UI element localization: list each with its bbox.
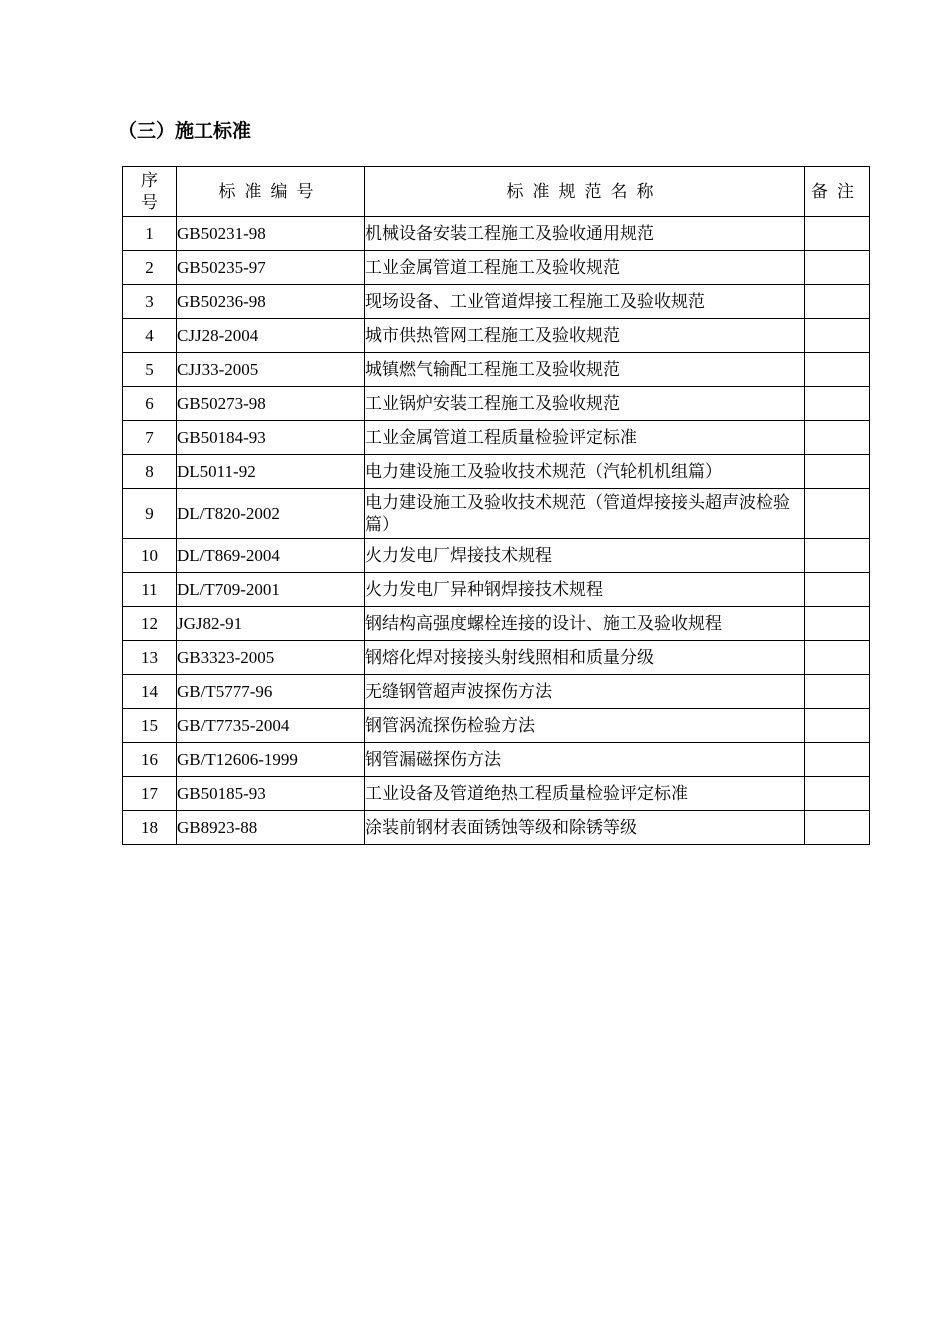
row-seq: 4 — [123, 319, 177, 353]
header-remark: 备注 — [805, 167, 870, 217]
row-seq: 1 — [123, 217, 177, 251]
row-remark — [805, 217, 870, 251]
row-remark — [805, 675, 870, 709]
row-code: JGJ82-91 — [177, 607, 365, 641]
row-remark — [805, 743, 870, 777]
table-row — [123, 743, 870, 777]
row-code: GB50231-98 — [177, 217, 365, 251]
row-remark — [805, 641, 870, 675]
row-seq: 17 — [123, 777, 177, 811]
row-code: GB/T7735-2004 — [177, 709, 365, 743]
table-body — [123, 217, 870, 845]
row-remark — [805, 251, 870, 285]
row-name: 电力建设施工及验收技术规范（管道焊接接头超声波检验篇） — [365, 489, 805, 539]
row-code: DL/T709-2001 — [177, 573, 365, 607]
row-name: 钢管涡流探伤检验方法 — [365, 709, 805, 743]
row-seq: 7 — [123, 421, 177, 455]
row-name: 工业设备及管道绝热工程质量检验评定标准 — [365, 777, 805, 811]
row-name: 钢结构高强度螺栓连接的设计、施工及验收规程 — [365, 607, 805, 641]
row-remark — [805, 285, 870, 319]
row-name: 无缝钢管超声波探伤方法 — [365, 675, 805, 709]
row-seq: 2 — [123, 251, 177, 285]
row-code: GB50184-93 — [177, 421, 365, 455]
table-row — [123, 607, 870, 641]
table-row — [123, 217, 870, 251]
table-row — [123, 675, 870, 709]
row-code: CJJ33-2005 — [177, 353, 365, 387]
row-code: GB8923-88 — [177, 811, 365, 845]
row-name: 工业金属管道工程施工及验收规范 — [365, 251, 805, 285]
table-row — [123, 455, 870, 489]
page-title: （三）施工标准 — [118, 120, 252, 142]
row-code: GB/T5777-96 — [177, 675, 365, 709]
row-seq: 13 — [123, 641, 177, 675]
table-row — [123, 251, 870, 285]
row-name: 火力发电厂焊接技术规程 — [365, 539, 805, 573]
table-row — [123, 811, 870, 845]
row-code: GB50185-93 — [177, 777, 365, 811]
row-remark — [805, 709, 870, 743]
row-seq: 5 — [123, 353, 177, 387]
row-name: 工业锅炉安装工程施工及验收规范 — [365, 387, 805, 421]
row-seq: 3 — [123, 285, 177, 319]
row-name: 机械设备安装工程施工及验收通用规范 — [365, 217, 805, 251]
header-code: 标准编号 — [177, 167, 365, 217]
row-code: GB50236-98 — [177, 285, 365, 319]
row-seq: 6 — [123, 387, 177, 421]
table-row — [123, 641, 870, 675]
row-name: 钢管漏磁探伤方法 — [365, 743, 805, 777]
row-code: GB3323-2005 — [177, 641, 365, 675]
row-remark — [805, 811, 870, 845]
table-row — [123, 539, 870, 573]
row-seq: 8 — [123, 455, 177, 489]
row-name: 电力建设施工及验收技术规范（汽轮机机组篇） — [365, 455, 805, 489]
table-row — [123, 353, 870, 387]
row-seq: 16 — [123, 743, 177, 777]
row-remark — [805, 319, 870, 353]
row-name: 钢熔化焊对接接头射线照相和质量分级 — [365, 641, 805, 675]
row-code: DL/T869-2004 — [177, 539, 365, 573]
row-remark — [805, 489, 870, 539]
header-seq-line1: 序 — [141, 170, 158, 190]
row-seq: 15 — [123, 709, 177, 743]
row-remark — [805, 387, 870, 421]
row-seq: 9 — [123, 489, 177, 539]
row-seq: 11 — [123, 573, 177, 607]
row-code: GB50235-97 — [177, 251, 365, 285]
row-seq: 10 — [123, 539, 177, 573]
row-seq: 18 — [123, 811, 177, 845]
row-remark — [805, 353, 870, 387]
table-row — [123, 489, 870, 539]
standards-table — [122, 166, 870, 845]
header-name: 标准规范名称 — [365, 167, 805, 217]
table-row — [123, 709, 870, 743]
row-remark — [805, 539, 870, 573]
row-code: DL/T820-2002 — [177, 489, 365, 539]
row-remark — [805, 455, 870, 489]
header-seq — [123, 167, 177, 217]
row-name: 工业金属管道工程质量检验评定标准 — [365, 421, 805, 455]
row-code: DL5011-92 — [177, 455, 365, 489]
row-remark — [805, 573, 870, 607]
table-row — [123, 573, 870, 607]
header-seq-line2: 号 — [141, 192, 158, 212]
table-row — [123, 777, 870, 811]
table-header-row — [123, 167, 870, 217]
row-remark — [805, 777, 870, 811]
row-seq: 12 — [123, 607, 177, 641]
row-remark — [805, 421, 870, 455]
row-remark — [805, 607, 870, 641]
row-seq: 14 — [123, 675, 177, 709]
table-row — [123, 285, 870, 319]
row-code: GB/T12606-1999 — [177, 743, 365, 777]
row-code: CJJ28-2004 — [177, 319, 365, 353]
row-name: 现场设备、工业管道焊接工程施工及验收规范 — [365, 285, 805, 319]
table-row — [123, 421, 870, 455]
row-name: 涂装前钢材表面锈蚀等级和除锈等级 — [365, 811, 805, 845]
row-name: 火力发电厂异种钢焊接技术规程 — [365, 573, 805, 607]
row-name: 城镇燃气输配工程施工及验收规范 — [365, 353, 805, 387]
table-row — [123, 319, 870, 353]
row-code: GB50273-98 — [177, 387, 365, 421]
table-row — [123, 387, 870, 421]
row-name: 城市供热管网工程施工及验收规范 — [365, 319, 805, 353]
